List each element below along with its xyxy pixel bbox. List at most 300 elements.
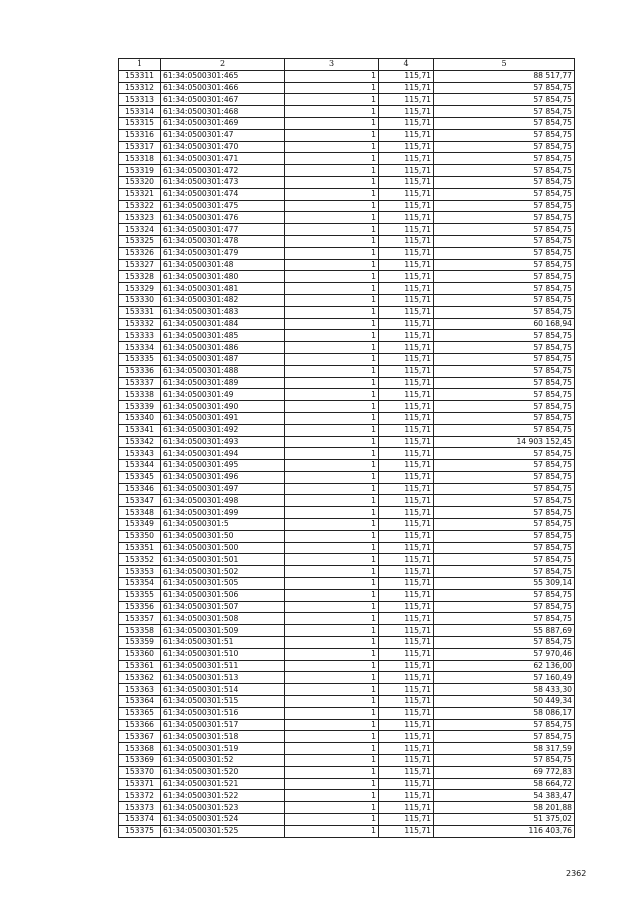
area-value: 115,71	[379, 483, 434, 495]
quantity: 1	[285, 70, 379, 82]
quantity: 1	[285, 530, 379, 542]
row-number: 153324	[119, 224, 161, 236]
quantity: 1	[285, 684, 379, 696]
cost-value: 57 854,75	[434, 519, 575, 531]
cost-value: 57 854,75	[434, 200, 575, 212]
cost-value: 57 854,75	[434, 106, 575, 118]
area-value: 115,71	[379, 200, 434, 212]
quantity: 1	[285, 825, 379, 837]
area-value: 115,71	[379, 389, 434, 401]
quantity: 1	[285, 117, 379, 129]
row-number: 153371	[119, 778, 161, 790]
quantity: 1	[285, 188, 379, 200]
cadastral-number: 61:34:0500301:5	[161, 519, 285, 531]
cost-value: 57 854,75	[434, 507, 575, 519]
quantity: 1	[285, 330, 379, 342]
cadastral-number: 61:34:0500301:494	[161, 448, 285, 460]
area-value: 115,71	[379, 82, 434, 94]
area-value: 115,71	[379, 224, 434, 236]
table-row	[119, 530, 575, 542]
cadastral-number: 61:34:0500301:483	[161, 306, 285, 318]
cadastral-number: 61:34:0500301:50	[161, 530, 285, 542]
row-number: 153332	[119, 318, 161, 330]
cadastral-number: 61:34:0500301:510	[161, 648, 285, 660]
header-col-1: 1	[119, 59, 161, 71]
table-row	[119, 176, 575, 188]
area-value: 115,71	[379, 448, 434, 460]
area-value: 115,71	[379, 743, 434, 755]
table-row	[119, 318, 575, 330]
cost-value: 57 854,75	[434, 141, 575, 153]
row-number: 153375	[119, 825, 161, 837]
quantity: 1	[285, 377, 379, 389]
row-number: 153316	[119, 129, 161, 141]
row-number: 153327	[119, 259, 161, 271]
cost-value: 50 449,34	[434, 696, 575, 708]
cost-value: 57 854,75	[434, 212, 575, 224]
quantity: 1	[285, 802, 379, 814]
cadastral-number: 61:34:0500301:491	[161, 412, 285, 424]
cadastral-number: 61:34:0500301:468	[161, 106, 285, 118]
cadastral-number: 61:34:0500301:519	[161, 743, 285, 755]
area-value: 115,71	[379, 117, 434, 129]
cadastral-number: 61:34:0500301:479	[161, 247, 285, 259]
row-number: 153369	[119, 755, 161, 767]
table-row	[119, 802, 575, 814]
cost-value: 116 403,76	[434, 825, 575, 837]
row-number: 153365	[119, 707, 161, 719]
area-value: 115,71	[379, 530, 434, 542]
quantity: 1	[285, 436, 379, 448]
row-number: 153362	[119, 672, 161, 684]
cost-value: 57 854,75	[434, 176, 575, 188]
row-number: 153326	[119, 247, 161, 259]
quantity: 1	[285, 106, 379, 118]
table-row	[119, 106, 575, 118]
area-value: 115,71	[379, 778, 434, 790]
cadastral-number: 61:34:0500301:509	[161, 625, 285, 637]
area-value: 115,71	[379, 424, 434, 436]
table-row	[119, 412, 575, 424]
area-value: 115,71	[379, 672, 434, 684]
quantity: 1	[285, 778, 379, 790]
quantity: 1	[285, 554, 379, 566]
area-value: 115,71	[379, 106, 434, 118]
area-value: 115,71	[379, 235, 434, 247]
quantity: 1	[285, 153, 379, 165]
table-row	[119, 719, 575, 731]
row-number: 153320	[119, 176, 161, 188]
cadastral-number: 61:34:0500301:523	[161, 802, 285, 814]
cost-value: 57 854,75	[434, 719, 575, 731]
quantity: 1	[285, 365, 379, 377]
cost-value: 57 854,75	[434, 294, 575, 306]
row-number: 153351	[119, 542, 161, 554]
cadastral-number: 61:34:0500301:498	[161, 495, 285, 507]
quantity: 1	[285, 495, 379, 507]
header-row	[119, 59, 575, 71]
row-number: 153321	[119, 188, 161, 200]
row-number: 153350	[119, 530, 161, 542]
cost-value: 57 854,75	[434, 412, 575, 424]
cost-value: 57 854,75	[434, 554, 575, 566]
cost-value: 57 854,75	[434, 389, 575, 401]
table-row	[119, 247, 575, 259]
table-row	[119, 259, 575, 271]
cadastral-number: 61:34:0500301:515	[161, 696, 285, 708]
quantity: 1	[285, 129, 379, 141]
cadastral-number: 61:34:0500301:471	[161, 153, 285, 165]
cost-value: 57 854,75	[434, 165, 575, 177]
cadastral-number: 61:34:0500301:496	[161, 471, 285, 483]
table-row	[119, 353, 575, 365]
cost-value: 88 517,77	[434, 70, 575, 82]
area-value: 115,71	[379, 625, 434, 637]
cadastral-number: 61:34:0500301:487	[161, 353, 285, 365]
area-value: 115,71	[379, 259, 434, 271]
row-number: 153334	[119, 342, 161, 354]
quantity: 1	[285, 707, 379, 719]
table-row	[119, 448, 575, 460]
cost-value: 60 168,94	[434, 318, 575, 330]
cost-value: 57 854,75	[434, 448, 575, 460]
cost-value: 57 854,75	[434, 365, 575, 377]
area-value: 115,71	[379, 294, 434, 306]
cost-value: 57 854,75	[434, 94, 575, 106]
area-value: 115,71	[379, 495, 434, 507]
row-number: 153333	[119, 330, 161, 342]
cost-value: 57 854,75	[434, 589, 575, 601]
cadastral-number: 61:34:0500301:484	[161, 318, 285, 330]
cost-value: 57 854,75	[434, 306, 575, 318]
table-row	[119, 424, 575, 436]
table-row	[119, 825, 575, 837]
quantity: 1	[285, 660, 379, 672]
quantity: 1	[285, 672, 379, 684]
table-row	[119, 495, 575, 507]
quantity: 1	[285, 743, 379, 755]
area-value: 115,71	[379, 94, 434, 106]
cadastral-number: 61:34:0500301:495	[161, 460, 285, 472]
area-value: 115,71	[379, 696, 434, 708]
cadastral-number: 61:34:0500301:465	[161, 70, 285, 82]
area-value: 115,71	[379, 283, 434, 295]
area-value: 115,71	[379, 330, 434, 342]
cadastral-number: 61:34:0500301:502	[161, 566, 285, 578]
table-row	[119, 117, 575, 129]
row-number: 153340	[119, 412, 161, 424]
cost-value: 57 854,75	[434, 495, 575, 507]
cost-value: 57 854,75	[434, 235, 575, 247]
table-row	[119, 589, 575, 601]
cadastral-number: 61:34:0500301:478	[161, 235, 285, 247]
row-number: 153319	[119, 165, 161, 177]
row-number: 153368	[119, 743, 161, 755]
row-number: 153328	[119, 271, 161, 283]
quantity: 1	[285, 401, 379, 413]
row-number: 153317	[119, 141, 161, 153]
cadastral-number: 61:34:0500301:505	[161, 578, 285, 590]
cadastral-number: 61:34:0500301:472	[161, 165, 285, 177]
row-number: 153359	[119, 637, 161, 649]
cadastral-number: 61:34:0500301:467	[161, 94, 285, 106]
row-number: 153356	[119, 601, 161, 613]
table-row	[119, 743, 575, 755]
table-header	[119, 59, 575, 71]
row-number: 153366	[119, 719, 161, 731]
cadastral-number: 61:34:0500301:517	[161, 719, 285, 731]
cadastral-number: 61:34:0500301:493	[161, 436, 285, 448]
cadastral-number: 61:34:0500301:525	[161, 825, 285, 837]
area-value: 115,71	[379, 141, 434, 153]
cadastral-number: 61:34:0500301:52	[161, 755, 285, 767]
cadastral-number: 61:34:0500301:486	[161, 342, 285, 354]
area-value: 115,71	[379, 519, 434, 531]
quantity: 1	[285, 731, 379, 743]
cost-value: 58 433,30	[434, 684, 575, 696]
quantity: 1	[285, 790, 379, 802]
table-row	[119, 283, 575, 295]
quantity: 1	[285, 271, 379, 283]
quantity: 1	[285, 648, 379, 660]
row-number: 153315	[119, 117, 161, 129]
quantity: 1	[285, 165, 379, 177]
table-row	[119, 790, 575, 802]
quantity: 1	[285, 353, 379, 365]
table-row	[119, 129, 575, 141]
area-value: 115,71	[379, 790, 434, 802]
row-number: 153330	[119, 294, 161, 306]
cost-value: 57 854,75	[434, 755, 575, 767]
area-value: 115,71	[379, 353, 434, 365]
cadastral-number: 61:34:0500301:485	[161, 330, 285, 342]
cost-value: 57 854,75	[434, 530, 575, 542]
area-value: 115,71	[379, 212, 434, 224]
cadastral-number: 61:34:0500301:516	[161, 707, 285, 719]
quantity: 1	[285, 424, 379, 436]
row-number: 153339	[119, 401, 161, 413]
row-number: 153374	[119, 814, 161, 826]
cost-value: 57 854,75	[434, 129, 575, 141]
quantity: 1	[285, 212, 379, 224]
row-number: 153353	[119, 566, 161, 578]
area-value: 115,71	[379, 814, 434, 826]
cadastral-number: 61:34:0500301:508	[161, 613, 285, 625]
cost-value: 57 854,75	[434, 613, 575, 625]
table-row	[119, 330, 575, 342]
area-value: 115,71	[379, 70, 434, 82]
area-value: 115,71	[379, 342, 434, 354]
row-number: 153360	[119, 648, 161, 660]
cost-value: 55 309,14	[434, 578, 575, 590]
table-row	[119, 625, 575, 637]
row-number: 153372	[119, 790, 161, 802]
quantity: 1	[285, 578, 379, 590]
area-value: 115,71	[379, 165, 434, 177]
area-value: 115,71	[379, 129, 434, 141]
area-value: 115,71	[379, 554, 434, 566]
cadastral-number: 61:34:0500301:520	[161, 766, 285, 778]
quantity: 1	[285, 176, 379, 188]
table-row	[119, 200, 575, 212]
cost-value: 57 854,75	[434, 188, 575, 200]
row-number: 153361	[119, 660, 161, 672]
area-value: 115,71	[379, 578, 434, 590]
cadastral-number: 61:34:0500301:492	[161, 424, 285, 436]
quantity: 1	[285, 814, 379, 826]
cadastral-number: 61:34:0500301:507	[161, 601, 285, 613]
cadastral-number: 61:34:0500301:488	[161, 365, 285, 377]
table-row	[119, 401, 575, 413]
row-number: 153345	[119, 471, 161, 483]
cost-value: 58 086,17	[434, 707, 575, 719]
table-row	[119, 436, 575, 448]
quantity: 1	[285, 766, 379, 778]
cost-value: 62 136,00	[434, 660, 575, 672]
row-number: 153363	[119, 684, 161, 696]
area-value: 115,71	[379, 660, 434, 672]
area-value: 115,71	[379, 802, 434, 814]
row-number: 153355	[119, 589, 161, 601]
row-number: 153341	[119, 424, 161, 436]
table-row	[119, 707, 575, 719]
header-col-2: 2	[161, 59, 285, 71]
cadastral-number: 61:34:0500301:481	[161, 283, 285, 295]
cadastral-number: 61:34:0500301:475	[161, 200, 285, 212]
quantity: 1	[285, 719, 379, 731]
table-row	[119, 814, 575, 826]
quantity: 1	[285, 613, 379, 625]
cadastral-number: 61:34:0500301:524	[161, 814, 285, 826]
area-value: 115,71	[379, 377, 434, 389]
cost-value: 57 854,75	[434, 483, 575, 495]
row-number: 153354	[119, 578, 161, 590]
cost-value: 57 854,75	[434, 247, 575, 259]
area-value: 115,71	[379, 306, 434, 318]
quantity: 1	[285, 247, 379, 259]
cadastral-number: 61:34:0500301:506	[161, 589, 285, 601]
cadastral-number: 61:34:0500301:470	[161, 141, 285, 153]
cost-value: 58 201,88	[434, 802, 575, 814]
quantity: 1	[285, 483, 379, 495]
cadastral-number: 61:34:0500301:522	[161, 790, 285, 802]
table-row	[119, 601, 575, 613]
table-row	[119, 224, 575, 236]
quantity: 1	[285, 200, 379, 212]
table-row	[119, 672, 575, 684]
quantity: 1	[285, 259, 379, 271]
area-value: 115,71	[379, 188, 434, 200]
page-number: 2362	[566, 869, 587, 878]
area-value: 115,71	[379, 365, 434, 377]
quantity: 1	[285, 460, 379, 472]
table-row	[119, 766, 575, 778]
row-number: 153346	[119, 483, 161, 495]
area-value: 115,71	[379, 766, 434, 778]
table-row	[119, 294, 575, 306]
table-row	[119, 696, 575, 708]
area-value: 115,71	[379, 436, 434, 448]
cost-value: 58 317,59	[434, 743, 575, 755]
row-number: 153336	[119, 365, 161, 377]
row-number: 153343	[119, 448, 161, 460]
cadastral-number: 61:34:0500301:473	[161, 176, 285, 188]
row-number: 153338	[119, 389, 161, 401]
table-row	[119, 660, 575, 672]
table-row	[119, 637, 575, 649]
cadastral-number: 61:34:0500301:501	[161, 554, 285, 566]
area-value: 115,71	[379, 271, 434, 283]
table-row	[119, 94, 575, 106]
table-row	[119, 389, 575, 401]
row-number: 153323	[119, 212, 161, 224]
area-value: 115,71	[379, 401, 434, 413]
row-number: 153349	[119, 519, 161, 531]
row-number: 153357	[119, 613, 161, 625]
quantity: 1	[285, 294, 379, 306]
quantity: 1	[285, 224, 379, 236]
row-number: 153364	[119, 696, 161, 708]
table-row	[119, 82, 575, 94]
quantity: 1	[285, 389, 379, 401]
area-value: 115,71	[379, 460, 434, 472]
cost-value: 57 854,75	[434, 259, 575, 271]
data-table	[118, 58, 575, 838]
cadastral-number: 61:34:0500301:518	[161, 731, 285, 743]
row-number: 153314	[119, 106, 161, 118]
header-col-3: 3	[285, 59, 379, 71]
table-row	[119, 188, 575, 200]
table-row	[119, 460, 575, 472]
table-row	[119, 519, 575, 531]
table-row	[119, 542, 575, 554]
cost-value: 57 854,75	[434, 731, 575, 743]
cadastral-number: 61:34:0500301:480	[161, 271, 285, 283]
cost-value: 57 854,75	[434, 283, 575, 295]
cadastral-number: 61:34:0500301:497	[161, 483, 285, 495]
cadastral-number: 61:34:0500301:466	[161, 82, 285, 94]
area-value: 115,71	[379, 684, 434, 696]
table-body	[119, 70, 575, 837]
cadastral-number: 61:34:0500301:47	[161, 129, 285, 141]
table-row	[119, 483, 575, 495]
quantity: 1	[285, 755, 379, 767]
quantity: 1	[285, 696, 379, 708]
quantity: 1	[285, 519, 379, 531]
header-col-5: 5	[434, 59, 575, 71]
table-row	[119, 235, 575, 247]
quantity: 1	[285, 94, 379, 106]
cost-value: 57 854,75	[434, 460, 575, 472]
table-row	[119, 153, 575, 165]
quantity: 1	[285, 141, 379, 153]
row-number: 153348	[119, 507, 161, 519]
cadastral-number: 61:34:0500301:48	[161, 259, 285, 271]
cost-value: 57 854,75	[434, 153, 575, 165]
area-value: 115,71	[379, 176, 434, 188]
cadastral-number: 61:34:0500301:489	[161, 377, 285, 389]
cost-value: 58 664,72	[434, 778, 575, 790]
cadastral-number: 61:34:0500301:499	[161, 507, 285, 519]
quantity: 1	[285, 283, 379, 295]
cost-value: 57 854,75	[434, 401, 575, 413]
cost-value: 57 854,75	[434, 424, 575, 436]
table-row	[119, 271, 575, 283]
table-row	[119, 377, 575, 389]
area-value: 115,71	[379, 731, 434, 743]
cost-value: 57 970,46	[434, 648, 575, 660]
table-row	[119, 212, 575, 224]
